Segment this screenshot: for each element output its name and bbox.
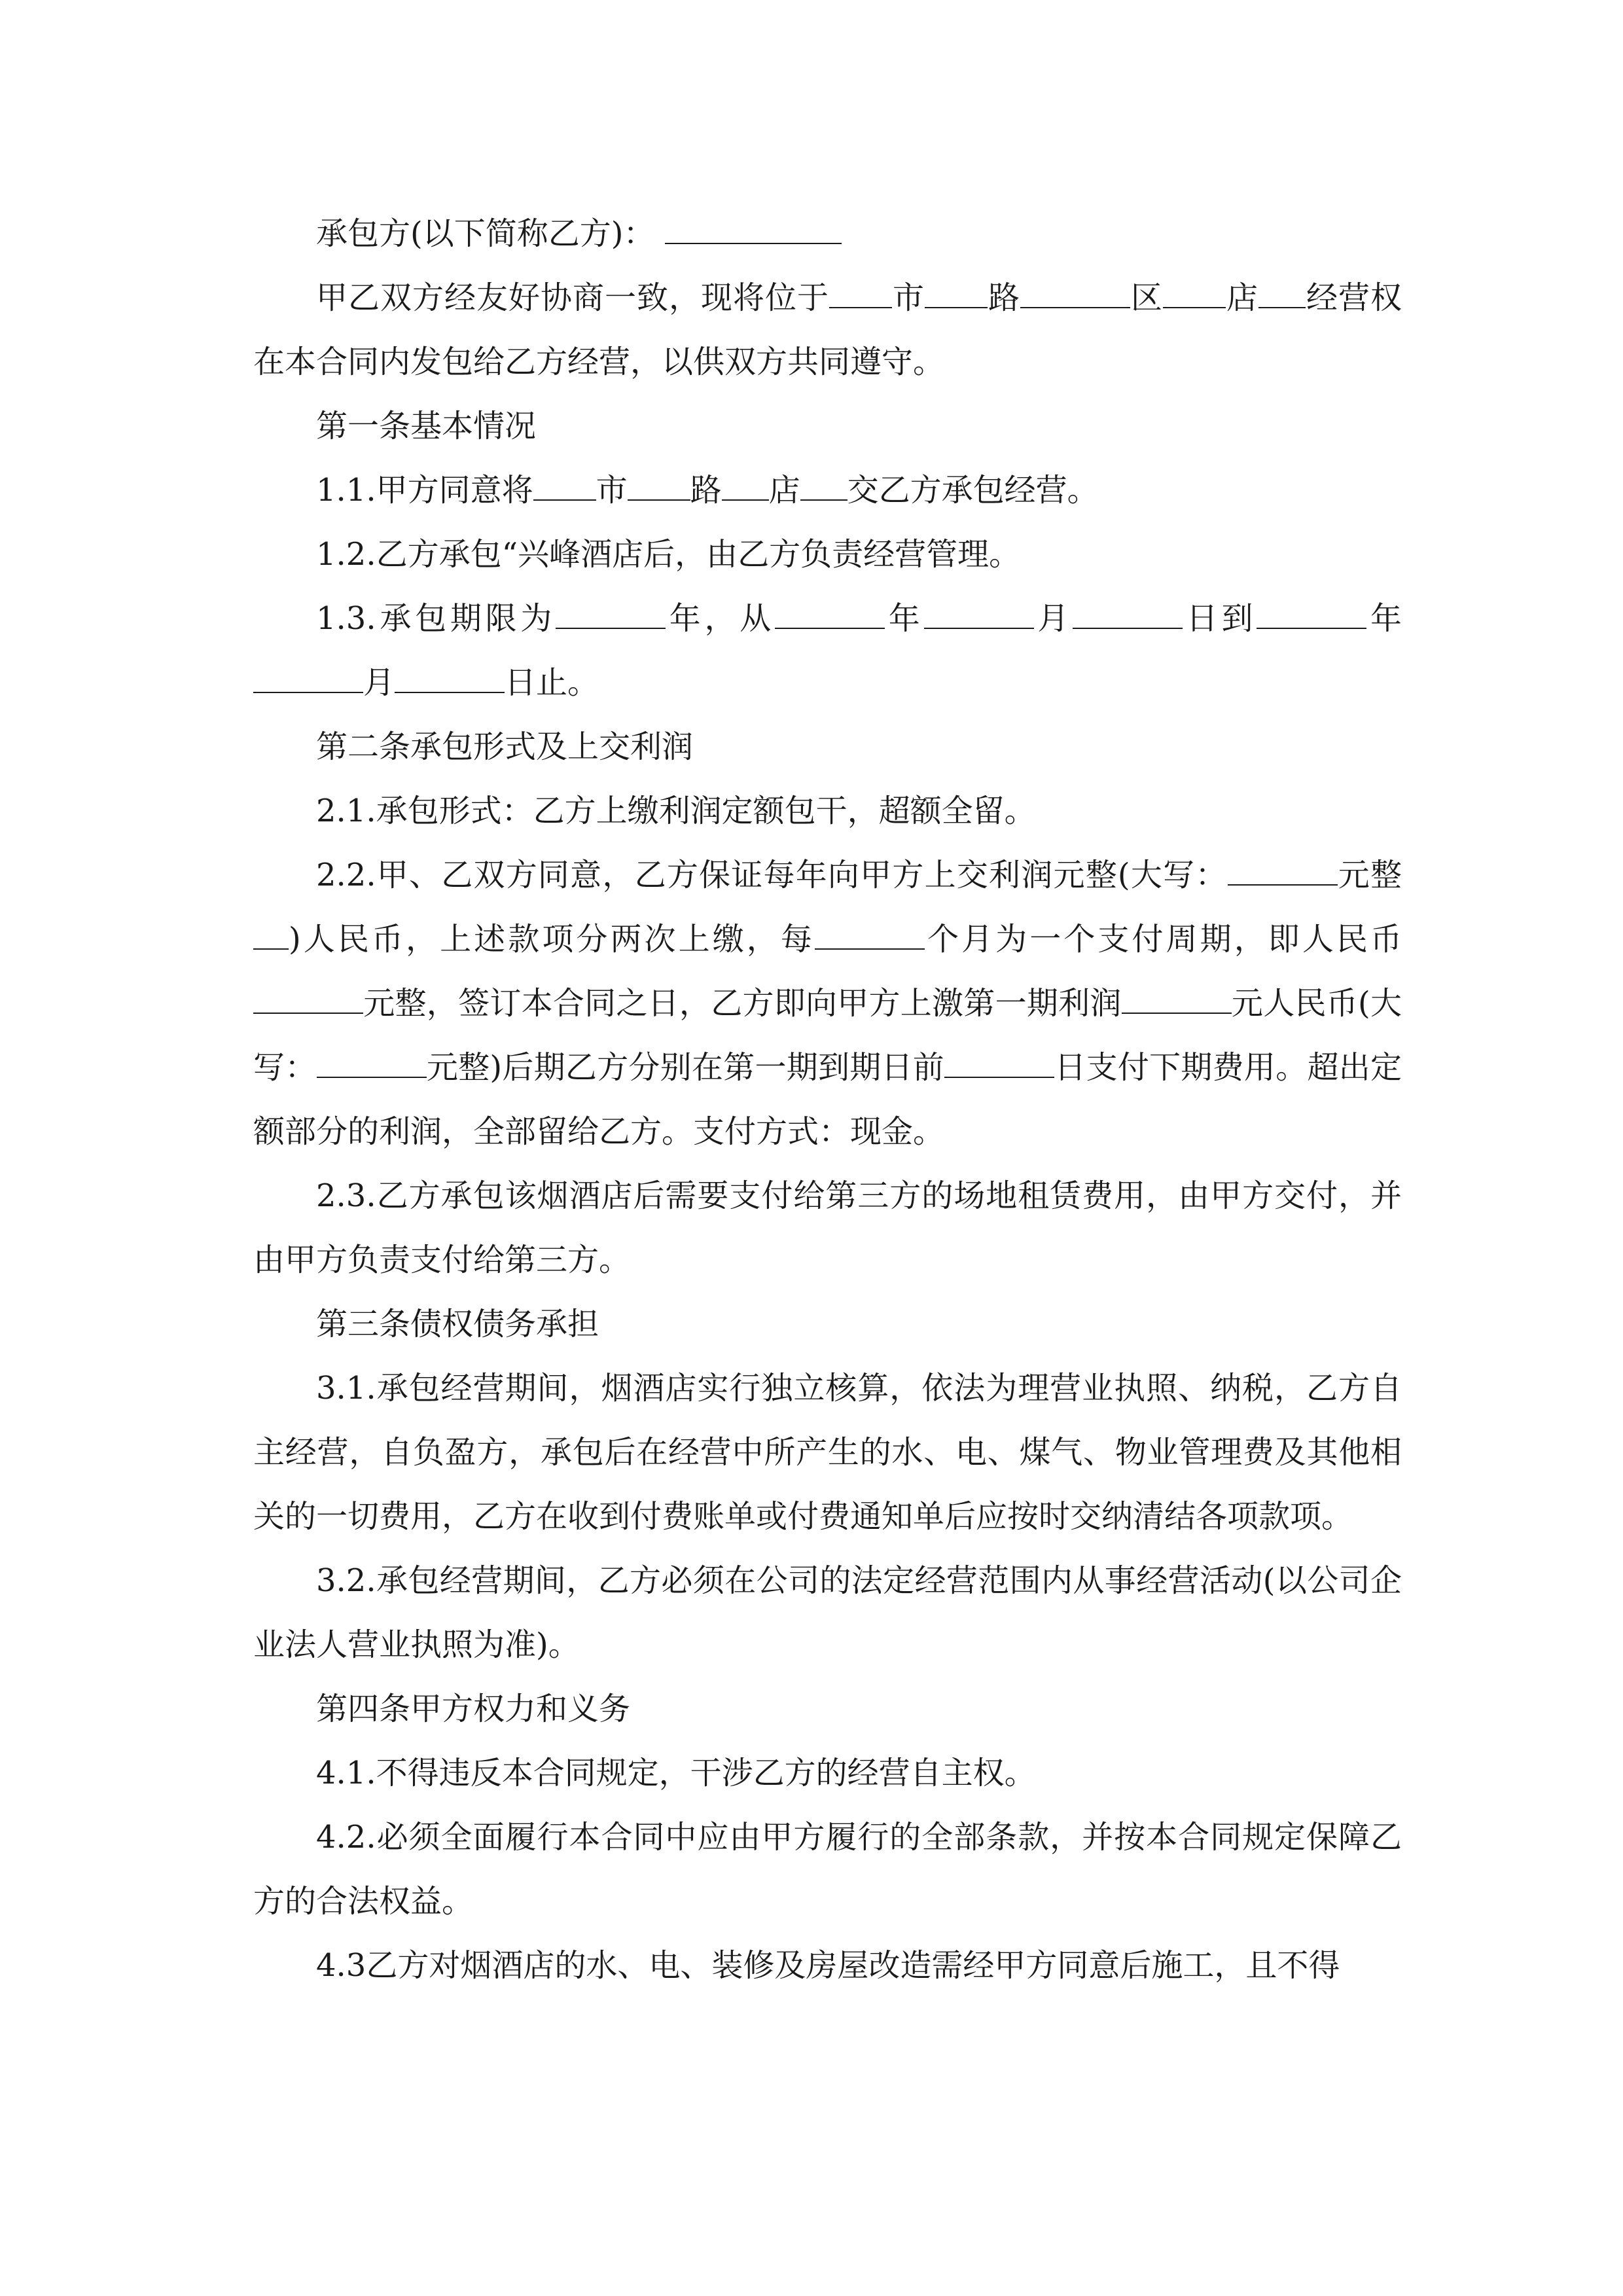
text-run: 3.1.承包经营期间，烟酒店实行独立核算，依法为理营业执照、纳税，乙方自主经营，自负盈方，承包后在经营中所产生的水、电、煤气、物业管理费及其他相关的一切费用，乙方在收到付费账单或付费通知单后应按时交纳清结各项款项。 [253,1370,1402,1535]
text-run: 元整)后期乙方分别在第一期到期日前 [426,1049,945,1086]
intro-paragraph [253,266,1402,394]
fill-in-blank [925,269,988,308]
text-run: 第一条基本情况 [316,408,537,444]
fill-in-blank [1122,975,1232,1014]
text-run: 承包方(以下简称乙方)： [316,215,665,252]
text-run: 1.3.承包期限为 [316,600,556,637]
clause-2-3 [253,1164,1402,1292]
clause-3-1 [253,1356,1402,1549]
text-run: 4.2.必须全面履行本合同中应由甲方履行的全部条款，并按本合同规定保障乙方的合法权益。 [253,1819,1402,1920]
text-run: 第二条承包形式及上交利润 [316,728,694,765]
text-run: 2.1.承包形式：乙方上缴利润定额包干，超额全留。 [316,793,1036,829]
fill-in-blank [253,654,363,693]
clause-1-2 [253,522,1402,586]
text-run: 日到 [1182,600,1257,637]
fill-in-blank [800,461,847,501]
fill-in-blank [722,461,769,501]
text-run: 交乙方承包经营。 [847,472,1099,509]
text-run: 市 [596,472,628,509]
fill-in-blank [253,910,289,950]
text-run: )人民币，上述款项分两次上缴，每 [289,921,815,958]
article-1-heading [253,394,1402,458]
text-run: 元整 [1337,857,1402,893]
text-run: 元整，签订本合同之日，乙方即向甲方上激第一期利润 [363,985,1122,1022]
text-run: 3.2.承包经营期间，乙方必须在公司的法定经营范围内从事经营活动(以公司企业法人营业执照为准)。 [253,1562,1402,1663]
fill-in-blank [924,590,1034,629]
fill-in-blank [628,461,690,501]
clause-1-3 [253,586,1402,715]
clause-3-2 [253,1549,1402,1677]
text-run: 路 [987,279,1020,316]
text-run: 月 [1033,600,1073,637]
text-run: 第三条债权债务承担 [316,1306,599,1342]
text-run: 元人民币(大写： [253,985,1402,1086]
fill-in-blank [665,205,842,244]
clause-1-1 [253,458,1402,522]
text-run: 经营权在本合同内发包给乙方经营，以供双方共同遵守。 [253,279,1402,380]
fill-in-blank [395,654,505,693]
clause-4-1 [253,1741,1402,1805]
contract-body [253,202,1402,1998]
fill-in-blank [1228,846,1338,886]
text-run: 年，从 [666,600,776,637]
text-run: 2.3.乙方承包该烟酒店后需要支付给第三方的场地租赁费用，由甲方交付，并由甲方负责支付给第三方。 [253,1177,1402,1278]
clause-2-2 [253,843,1402,1164]
fill-in-blank [556,590,666,629]
text-run: 年 [1366,600,1402,637]
fill-in-blank [815,910,925,950]
fill-in-blank [1257,590,1366,629]
text-run: 日止。 [505,664,599,701]
text-run: 第四条甲方权力和义务 [316,1691,631,1727]
text-run: 1.2.乙方承包“兴峰酒店后，由乙方负责经营管理。 [316,536,1021,573]
text-run: 1.1.甲方同意将 [316,472,533,509]
article-4-heading [253,1677,1402,1741]
article-3-heading [253,1292,1402,1356]
fill-in-blank [1020,269,1130,308]
text-run: 路 [690,472,722,509]
fill-in-blank [775,590,885,629]
text-run: 店 [768,472,800,509]
text-run: 区 [1130,279,1163,316]
fill-in-blank [1073,590,1183,629]
fill-in-blank [1258,269,1306,308]
text-run: 甲乙双方经友好协商一致，现将位于 [316,279,829,316]
fill-in-blank [253,975,363,1014]
clause-4-3 [253,1933,1402,1998]
text-run: 4.1.不得违反本合同规定，干涉乙方的经营自主权。 [316,1755,1036,1791]
text-run: 年 [885,600,924,637]
fill-in-blank [533,461,596,501]
text-run: 个月为一个支付周期，即人民币 [924,921,1402,958]
fill-in-blank [829,269,892,308]
party-b-line [253,202,1402,266]
clause-2-1 [253,779,1402,843]
text-run: 日支付下期费用。超出定额部分的利润，全部留给乙方。支付方式：现金。 [253,1049,1402,1150]
fill-in-blank [317,1039,427,1078]
fill-in-blank [1163,269,1226,308]
fill-in-blank [944,1039,1054,1078]
text-run: 2.2.甲、乙双方同意，乙方保证每年向甲方上交利润元整(大写： [316,857,1228,893]
article-2-heading [253,715,1402,779]
text-run: 店 [1225,279,1258,316]
text-run: 市 [891,279,925,316]
text-run: 4.3乙方对烟酒店的水、电、装修及房屋改造需经甲方同意后施工，且不得 [316,1947,1340,1984]
text-run: 月 [363,664,395,701]
clause-4-2 [253,1805,1402,1933]
